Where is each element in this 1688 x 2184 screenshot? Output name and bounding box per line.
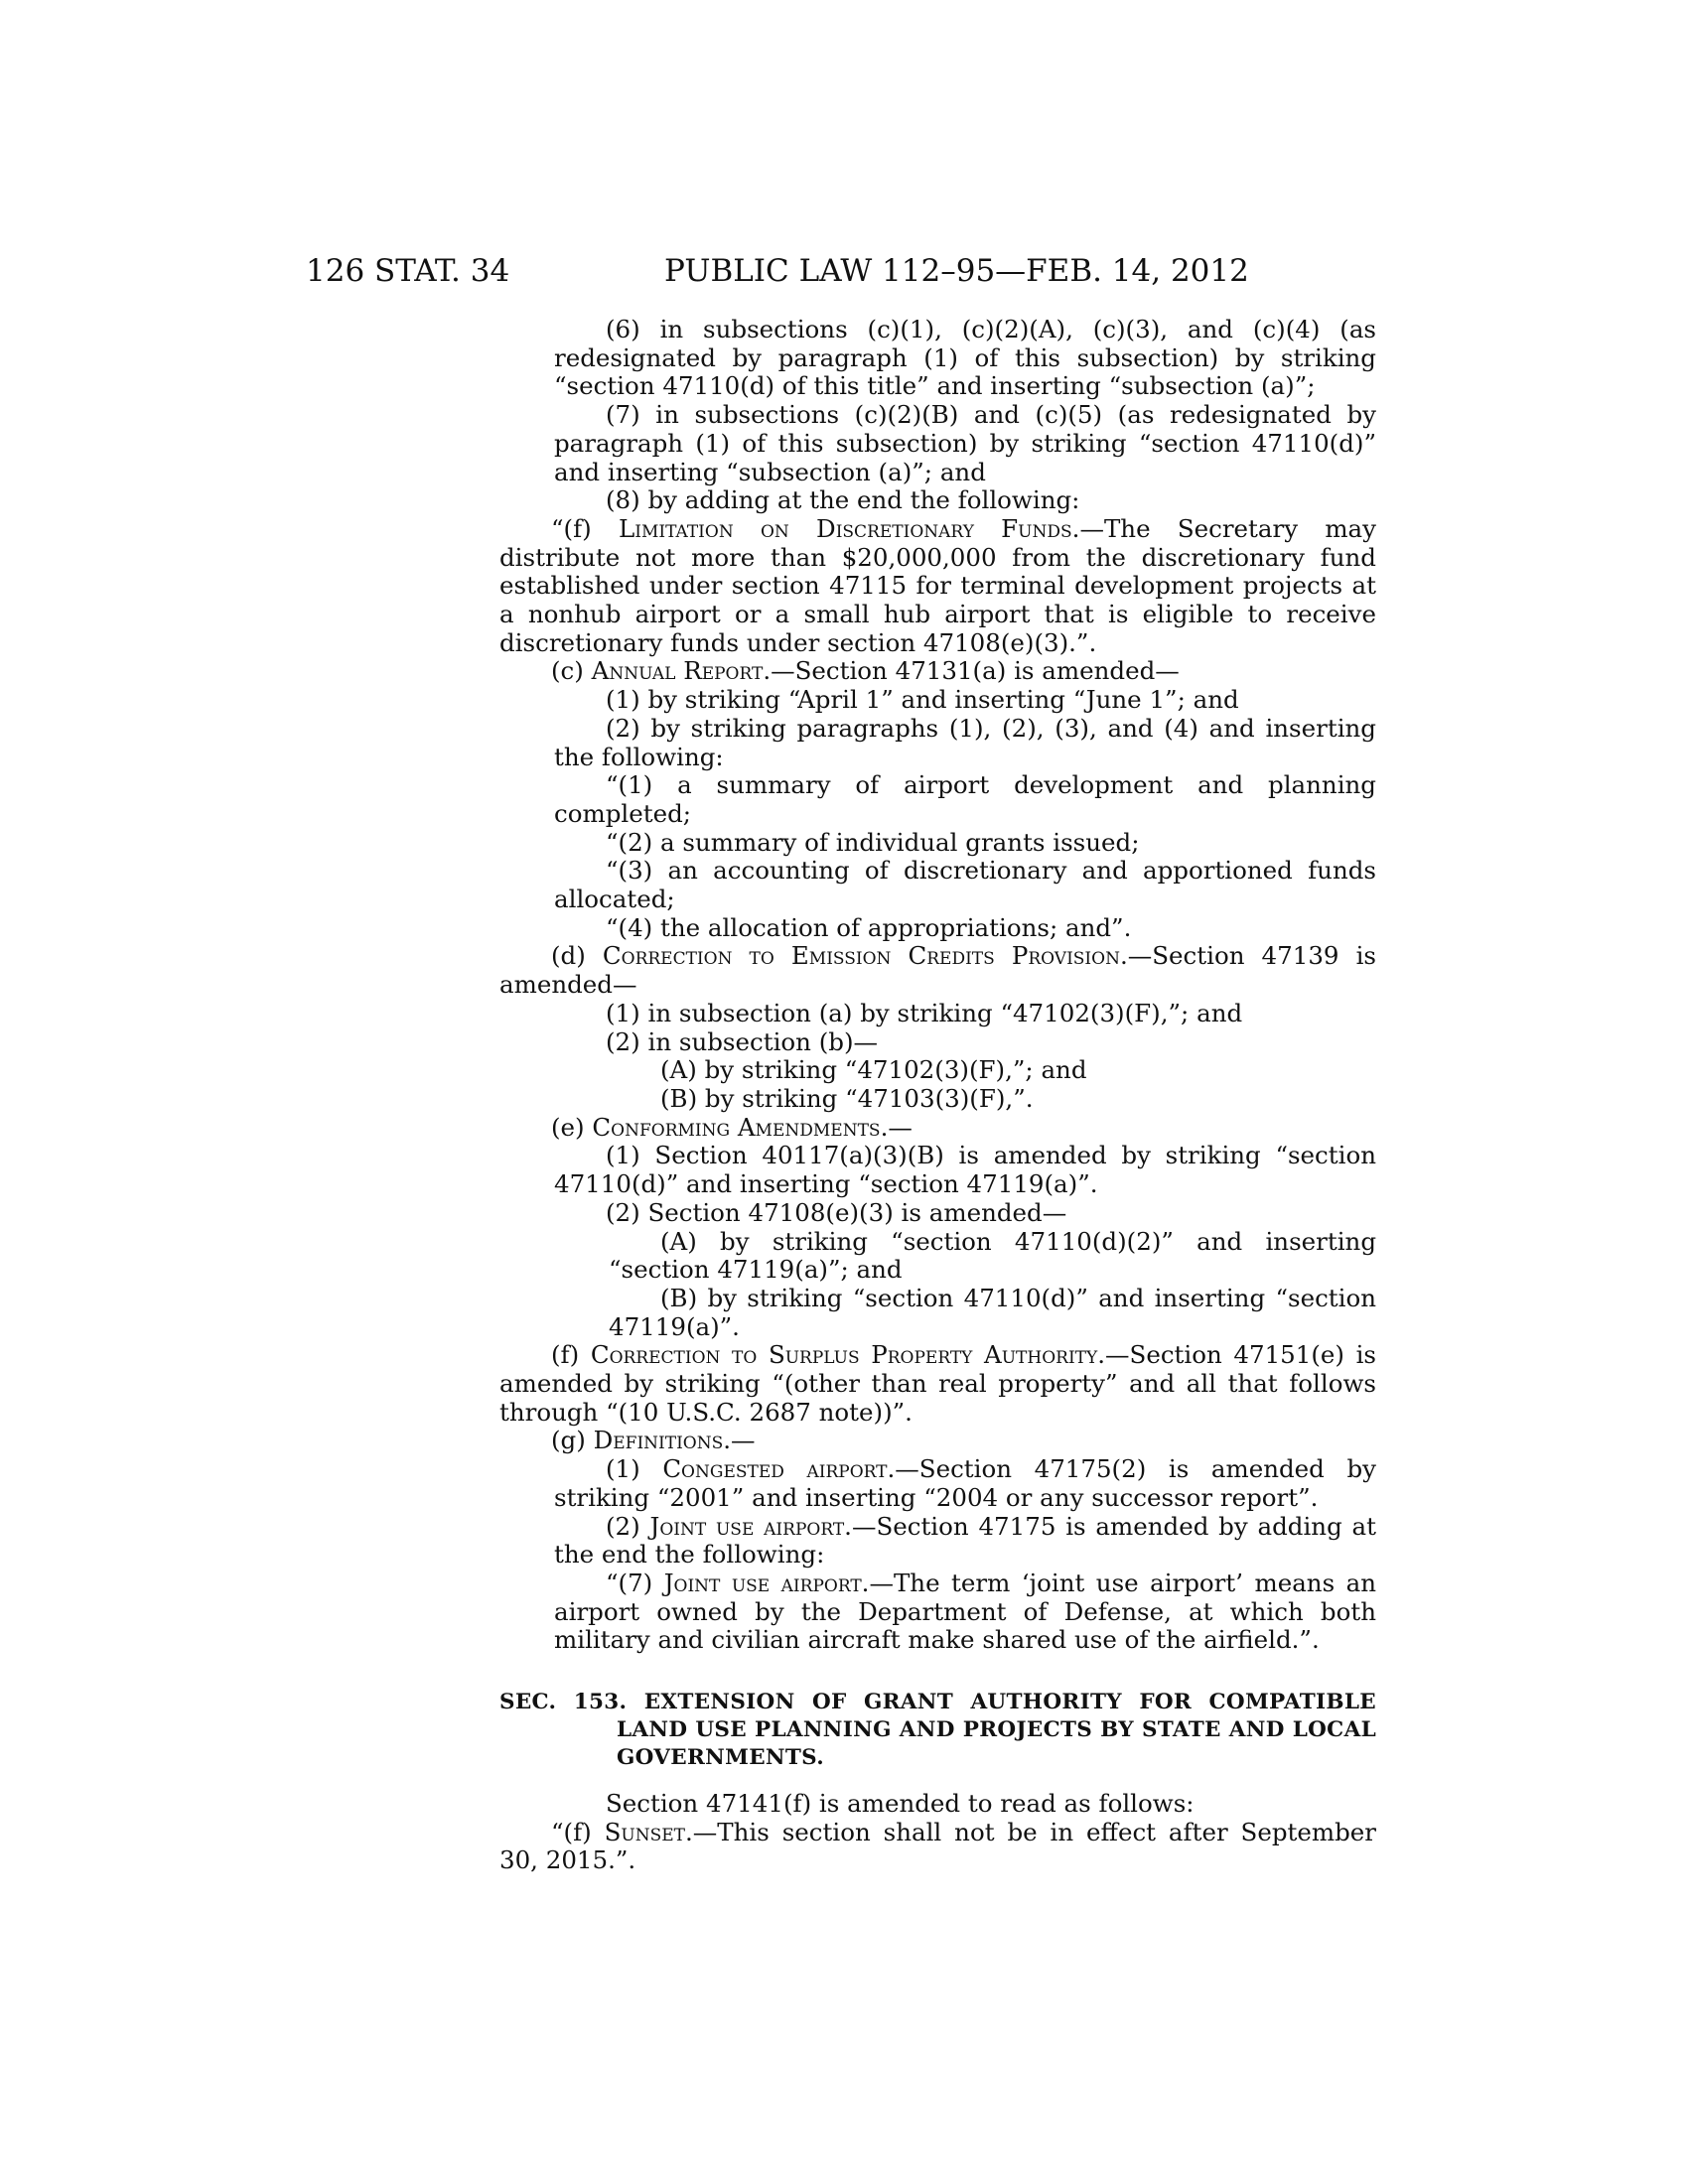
quoted-paragraph-3: “(3) an accounting of discretionary and apportioned funds allocated; bbox=[554, 856, 1376, 914]
g7-heading: Joint use airport bbox=[663, 1568, 862, 1597]
quoted-paragraph-1: “(1) a summary of airport development and planning completed; bbox=[554, 770, 1376, 828]
paragraph-7: (7) in subsections (c)(2)(B) and (c)(5) (as redesignated by paragraph (1) of this subsection) by striking “section 47110(d)” and inserting “subsection (a)”; and bbox=[554, 400, 1376, 486]
subsection-c-annual-report bbox=[499, 657, 1376, 686]
subsection-e-subparagraph-b: (B) by striking “section 47110(d)” and inserting “section 47119(a)”. bbox=[609, 1283, 1376, 1341]
subsection-e-body: .— bbox=[880, 1112, 913, 1142]
subsection-f-body: .—The Secretary may distribute not more than $20,000,000 from the discretionary fund established under section 47115 for terminal development projects at a nonhub airport or a small hub airport that is eligible to receive discretionary funds under section 47108(e)(3).”. bbox=[499, 513, 1377, 657]
quoted-definition-7 bbox=[554, 1570, 1376, 1655]
subsection-f-label: “(f) bbox=[551, 513, 619, 543]
subsection-e-heading: Conforming Amendments bbox=[592, 1112, 881, 1142]
public-law-title: PUBLIC LAW 112–95—FEB. 14, 2012 bbox=[664, 253, 1249, 289]
quoted-paragraph-2: “(2) a summary of individual grants issued; bbox=[606, 827, 1140, 857]
subsection-f-limitation bbox=[499, 515, 1376, 658]
g1-label: (1) bbox=[606, 1454, 663, 1484]
g7-label: “(7) bbox=[606, 1568, 664, 1597]
page-header bbox=[0, 253, 1688, 293]
subsection-f-surplus-property bbox=[499, 1341, 1376, 1427]
subsection-d-body: .—Section 47139 is amended— bbox=[499, 941, 1376, 1000]
subsection-g-body: .— bbox=[723, 1426, 756, 1455]
subsection-f2-body: .—Section 47151(e) is amended by striking “(other than real property” and all that follows through “(10 U.S.C. 2687 note))”. bbox=[499, 1340, 1376, 1427]
document-body bbox=[499, 316, 1376, 1875]
subsection-g-label: (g) bbox=[551, 1426, 594, 1455]
subsection-d-label: (d) bbox=[551, 941, 603, 971]
subsection-e-paragraph-1: (1) Section 40117(a)(3)(B) is amended by striking “section 47110(d)” and inserting “section 47119(a)”. bbox=[554, 1141, 1376, 1199]
sunset-label: “(f) bbox=[551, 1817, 605, 1846]
subsection-c-body: .—Section 47131(a) is amended— bbox=[763, 656, 1180, 686]
subsection-d-heading: Correction to Emission Credits Provision bbox=[602, 941, 1120, 971]
section-153-text: Section 47141(f) is amended to read as follows: bbox=[606, 1789, 1195, 1819]
subsection-f-heading: Limitation on Discretionary Funds bbox=[618, 513, 1072, 543]
sunset-body: .—This section shall not be in effect after September 30, 2015.”. bbox=[499, 1817, 1376, 1875]
subsection-e-label: (e) bbox=[551, 1112, 593, 1142]
g1-body: .—Section 47175(2) is amended by striking “2001” and inserting “2004 or any successor report”. bbox=[554, 1454, 1376, 1512]
subsection-d-subparagraph-a: (A) by striking “47102(3)(F),”; and bbox=[660, 1055, 1087, 1085]
sunset-subsection bbox=[499, 1819, 1376, 1875]
g2-label: (2) bbox=[606, 1511, 650, 1541]
subsection-e-conforming bbox=[499, 1114, 1376, 1143]
subsection-f2-heading: Correction to Surplus Property Authority bbox=[590, 1340, 1098, 1370]
g1-heading: Congested airport bbox=[662, 1454, 888, 1484]
subsection-f2-label: (f) bbox=[551, 1340, 591, 1370]
paragraph-8: (8) by adding at the end the following: bbox=[606, 485, 1080, 515]
subsection-e-subparagraph-a: (A) by striking “section 47110(d)(2)” and inserting “section 47119(a)”; and bbox=[609, 1226, 1376, 1285]
g7-body: .—The term ‘joint use airport’ means an airport owned by the Department of Defense, at which both military and civilian aircraft make shared use of the airfield.”. bbox=[554, 1568, 1376, 1655]
subsection-d-paragraph-2: (2) in subsection (b)— bbox=[606, 1026, 879, 1056]
subsection-d-paragraph-1: (1) in subsection (a) by striking “47102(3)(F),”; and bbox=[606, 998, 1243, 1027]
subsection-c-heading: Annual Report bbox=[591, 656, 764, 686]
subsection-g-definitions bbox=[499, 1427, 1376, 1455]
paragraph-6: (6) in subsections (c)(1), (c)(2)(A), (c)(3), and (c)(4) (as redesignated by paragraph (1) of this subsection) by striking “section 47110(d) of this title” and inserting “subsection (a)”; bbox=[554, 315, 1376, 401]
subsection-d-subparagraph-b: (B) by striking “47103(3)(F),”. bbox=[660, 1083, 1034, 1113]
subsection-c-paragraph-2: (2) by striking paragraphs (1), (2), (3), and (4) and inserting the following: bbox=[554, 713, 1376, 771]
g2-body: .—Section 47175 is amended by adding at the end the following: bbox=[554, 1511, 1376, 1570]
subsection-c-paragraph-1: (1) by striking “April 1” and inserting “June 1”; and bbox=[606, 685, 1239, 715]
subsection-c-label: (c) bbox=[551, 656, 592, 686]
subsection-e-paragraph-2: (2) Section 47108(e)(3) is amended— bbox=[606, 1197, 1067, 1227]
subsection-d-emission-credits bbox=[499, 942, 1376, 999]
g2-heading: Joint use airport bbox=[649, 1511, 845, 1541]
subsection-g-paragraph-2 bbox=[554, 1513, 1376, 1570]
quoted-paragraph-4: “(4) the allocation of appropriations; and”. bbox=[606, 912, 1132, 942]
subsection-g-paragraph-1 bbox=[554, 1455, 1376, 1512]
sunset-heading: Sunset bbox=[604, 1817, 686, 1846]
statute-page-number: 126 STAT. 34 bbox=[306, 253, 510, 289]
subsection-g-heading: Definitions bbox=[593, 1426, 724, 1455]
section-153-heading: SEC. 153. EXTENSION OF GRANT AUTHORITY FOR COMPATIBLE LAND USE PLANNING AND PROJECTS BY STATE AND LOCAL GOVERNMENTS. bbox=[499, 1690, 1376, 1771]
